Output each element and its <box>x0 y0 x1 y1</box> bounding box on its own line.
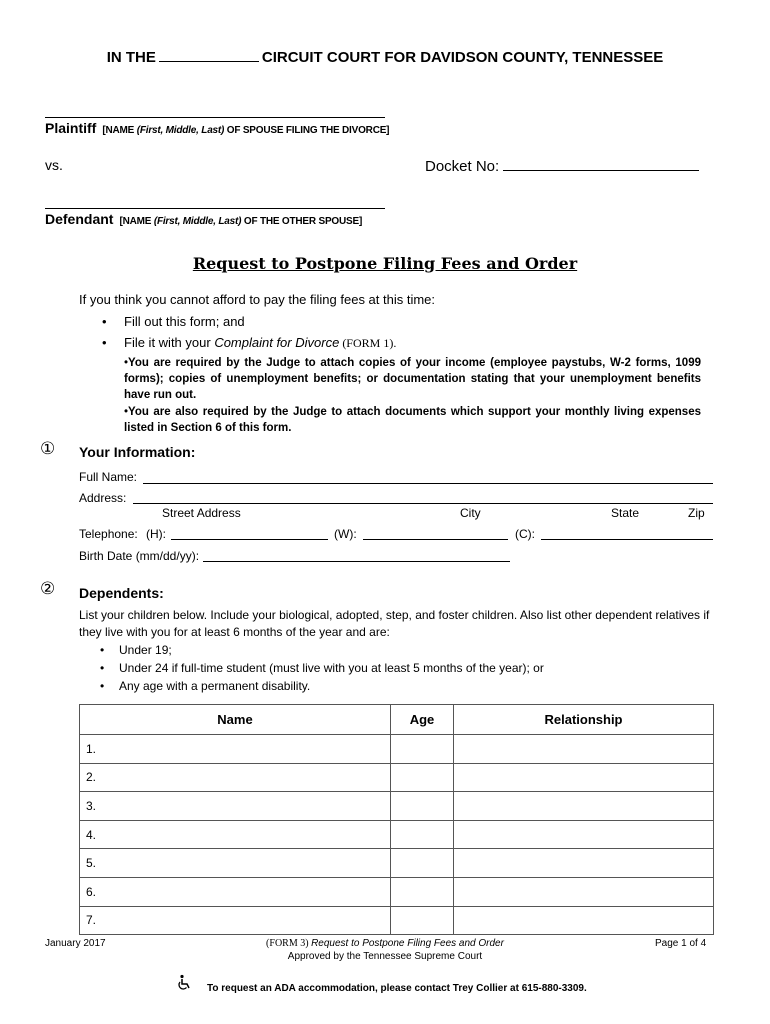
table-row <box>80 877 714 906</box>
age-cell[interactable] <box>391 877 454 906</box>
full-name-label: Full Name: <box>79 470 138 484</box>
dependent-criteria-under-19: • Under 19; <box>100 643 172 657</box>
docket-field[interactable] <box>503 156 699 171</box>
work-phone-field[interactable] <box>363 539 508 540</box>
ada-notice: To request an ADA accommodation, please contact Trey Collier at 615-880-3309. <box>207 983 587 994</box>
section-2-number: ② <box>40 579 56 598</box>
table-header-row <box>80 705 714 735</box>
plaintiff-name-line[interactable] <box>45 117 385 118</box>
relationship-header: Relationship <box>454 705 714 735</box>
section-1-title: Your Information: <box>79 444 196 460</box>
home-phone-field[interactable] <box>171 539 328 540</box>
relationship-cell[interactable] <box>454 906 714 935</box>
address-field[interactable] <box>133 503 713 504</box>
defendant-label: Defendant <box>45 211 114 227</box>
defendant-name-line[interactable] <box>45 208 385 209</box>
name-cell[interactable]: 7. <box>80 906 391 935</box>
court-heading <box>0 47 770 66</box>
state-caption: State <box>611 506 640 520</box>
age-header: Age <box>391 705 454 735</box>
bullet-income-docs: •You are required by the Judge to attach copies of your income (employee paystubs, W-2 forms, 1099 forms); copies of unemployment benefits; or documentation stating that your unemployment benefits have run out. <box>124 357 701 401</box>
docket-number <box>425 156 699 175</box>
form-title: Request to Postpone Filing Fees and Order <box>192 254 578 273</box>
intro-text: If you think you cannot afford to pay the filing fees at this time: <box>79 292 436 307</box>
footer-form-title: (FORM 3) Request to Postpone Filing Fees and Order <box>266 938 504 949</box>
relationship-cell[interactable] <box>454 763 714 792</box>
age-cell[interactable] <box>391 763 454 792</box>
table-row <box>80 849 714 878</box>
birth-date-label: Birth Date (mm/dd/yy): <box>79 549 200 563</box>
telephone-label: Telephone: <box>79 527 138 541</box>
home-phone-label: (H): <box>146 527 166 541</box>
defendant-hint: [NAME (First, Middle, Last) OF THE OTHER SPOUSE] <box>119 216 363 227</box>
age-cell[interactable] <box>391 906 454 935</box>
age-cell[interactable] <box>391 735 454 764</box>
zip-caption: Zip <box>688 506 705 520</box>
footer-date: January 2017 <box>45 938 106 949</box>
street-address-caption: Street Address <box>162 506 241 520</box>
address-label: Address: <box>79 491 127 505</box>
relationship-cell[interactable] <box>454 877 714 906</box>
versus-text: vs. <box>45 157 63 173</box>
full-name-field[interactable] <box>143 483 713 484</box>
work-phone-label: (W): <box>334 527 357 541</box>
name-cell[interactable]: 4. <box>80 820 391 849</box>
docket-label: Docket No: <box>425 158 500 175</box>
dependents-table <box>79 704 714 935</box>
table-row <box>80 763 714 792</box>
bullet-expense-docs: •You are also required by the Judge to attach documents which support your monthly living expenses listed in Section 6 of this form. <box>124 406 701 434</box>
bullet-fill-out: • Fill out this form; and <box>102 314 245 329</box>
relationship-cell[interactable] <box>454 792 714 821</box>
cell-phone-field[interactable] <box>541 539 713 540</box>
table-row <box>80 820 714 849</box>
age-cell[interactable] <box>391 820 454 849</box>
plaintiff-label: Plaintiff <box>45 120 97 136</box>
table-row <box>80 792 714 821</box>
city-caption: City <box>460 506 481 520</box>
cell-phone-label: (C): <box>515 527 535 541</box>
table-row <box>80 735 714 764</box>
relationship-cell[interactable] <box>454 735 714 764</box>
dependents-instructions: List your children below. Include your biological, adopted, step, and foster children. Also list other dependent relatives if they live with you for at least 6 months of the year and are: <box>79 608 710 639</box>
court-prefix: IN THE <box>106 49 156 66</box>
name-cell[interactable]: 6. <box>80 877 391 906</box>
relationship-cell[interactable] <box>454 849 714 878</box>
age-cell[interactable] <box>391 849 454 878</box>
dependent-criteria-disability: • Any age with a permanent disability. <box>100 679 311 693</box>
plaintiff-label-row <box>45 120 389 136</box>
wheelchair-icon <box>176 974 194 992</box>
court-suffix: CIRCUIT COURT FOR DAVIDSON COUNTY, TENNESSEE <box>261 49 664 66</box>
table-row <box>80 906 714 935</box>
relationship-cell[interactable] <box>454 820 714 849</box>
bullet-file-with: • File it with your Complaint for Divorce (FORM 1). <box>102 335 397 350</box>
name-cell[interactable]: 5. <box>80 849 391 878</box>
dependent-criteria-student: • Under 24 if full-time student (must live with you at least 5 months of the year); or <box>100 661 544 675</box>
name-cell[interactable]: 1. <box>80 735 391 764</box>
defendant-label-row <box>45 211 362 227</box>
plaintiff-hint: [NAME (First, Middle, Last) OF SPOUSE FILING THE DIVORCE] <box>102 125 390 136</box>
birth-date-field[interactable] <box>203 561 510 562</box>
court-blank[interactable] <box>159 47 259 62</box>
name-header: Name <box>80 705 391 735</box>
section-1-number: ① <box>40 439 56 458</box>
footer-approved: Approved by the Tennessee Supreme Court <box>287 951 483 962</box>
age-cell[interactable] <box>391 792 454 821</box>
name-cell[interactable]: 2. <box>80 763 391 792</box>
section-2-title: Dependents: <box>79 585 164 601</box>
footer-page-number: Page 1 of 4 <box>655 938 707 949</box>
name-cell[interactable]: 3. <box>80 792 391 821</box>
